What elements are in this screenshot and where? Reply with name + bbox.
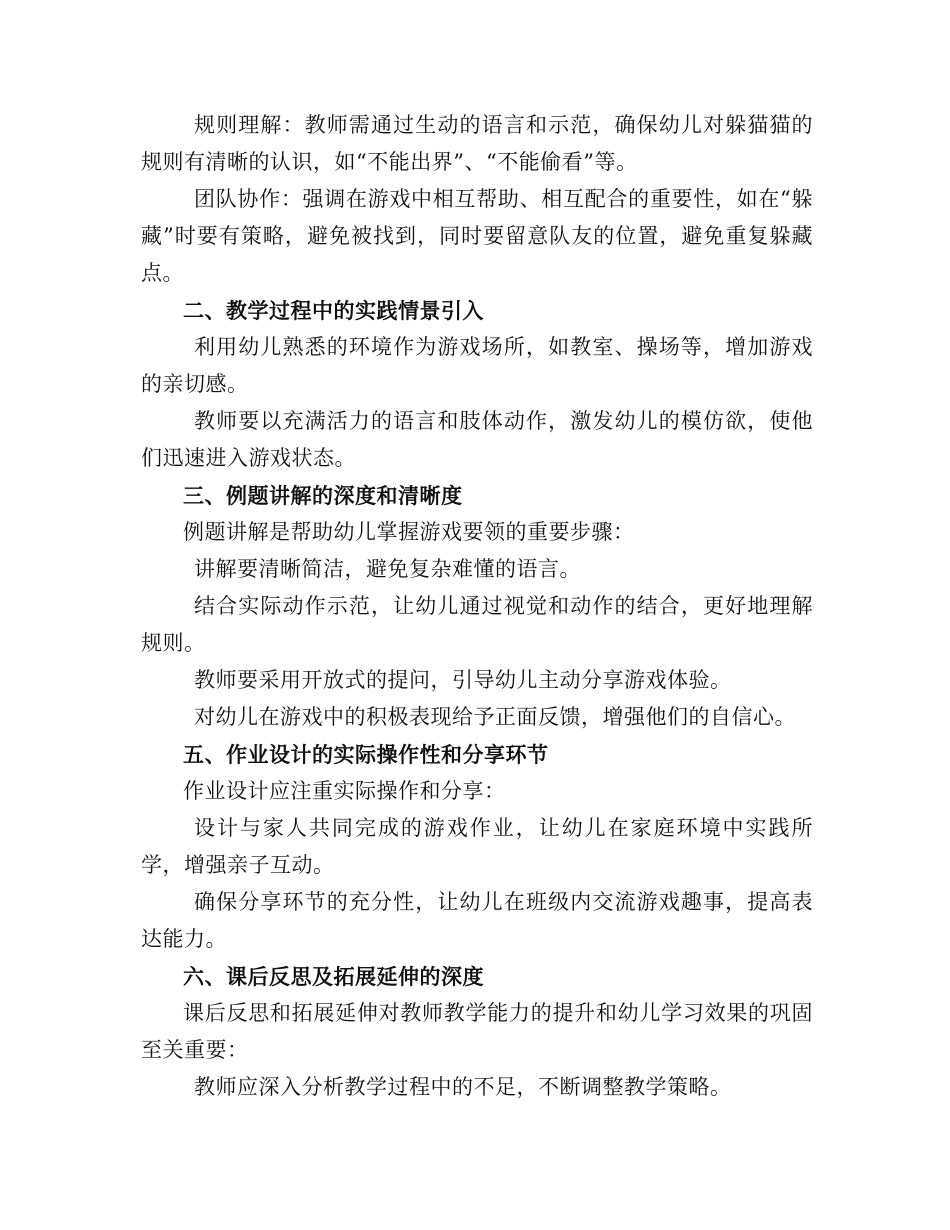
paragraph-sharing: 确保分享环节的充分性，让幼儿在班级内交流游戏趣事，提高表达能力。 [141, 890, 813, 951]
heading-section-6: 六、课后反思及拓展延伸的深度 [183, 964, 484, 989]
paragraph-reflection-intro: 课后反思和拓展延伸对教师教学能力的提升和幼儿学习效果的巩固至关重要： [141, 1001, 813, 1062]
paragraph-team-collaboration: 团队协作：强调在游戏中相互帮助、相互配合的重要性，如在“躲藏”时要有策略，避免被找到，同时要留意队友的位置，避免重复躲藏点。 [141, 187, 813, 285]
heading-section-2: 二、教学过程中的实践情景引入 [183, 298, 484, 323]
document-body [141, 107, 813, 1106]
heading-section-3: 三、例题讲解的深度和清晰度 [183, 483, 463, 508]
paragraph-family-homework: 设计与家人共同完成的游戏作业，让幼儿在家庭环境中实践所学，增强亲子互动。 [141, 816, 813, 877]
paragraph-familiar-environment: 利用幼儿熟悉的环境作为游戏场所，如教室、操场等，增加游戏的亲切感。 [141, 335, 813, 396]
heading-section-5: 五、作业设计的实际操作性和分享环节 [183, 742, 549, 767]
paragraph-rule-understanding: 规则理解：教师需通过生动的语言和示范，确保幼儿对躲猫猫的规则有清晰的认识，如“不能出界”、“不能偷看”等。 [141, 113, 813, 174]
paragraph-example-intro: 例题讲解是帮助幼儿掌握游戏要领的重要步骤： [183, 520, 635, 544]
paragraph-teacher-analysis: 教师应深入分析教学过程中的不足，不断调整教学策略。 [194, 1075, 732, 1099]
paragraph-homework-intro: 作业设计应注重实际操作和分享： [183, 779, 506, 803]
paragraph-clear-explanation: 讲解要清晰简洁，避免复杂难懂的语言。 [194, 557, 581, 581]
paragraph-action-demo: 结合实际动作示范，让幼儿通过视觉和动作的结合，更好地理解规则。 [141, 594, 813, 655]
paragraph-open-questions: 教师要采用开放式的提问，引导幼儿主动分享游戏体验。 [194, 668, 732, 692]
paragraph-teacher-energy: 教师要以充满活力的语言和肢体动作，激发幼儿的模仿欲，使他们迅速进入游戏状态。 [141, 409, 813, 470]
paragraph-positive-feedback: 对幼儿在游戏中的积极表现给予正面反馈，增强他们的自信心。 [194, 705, 796, 729]
